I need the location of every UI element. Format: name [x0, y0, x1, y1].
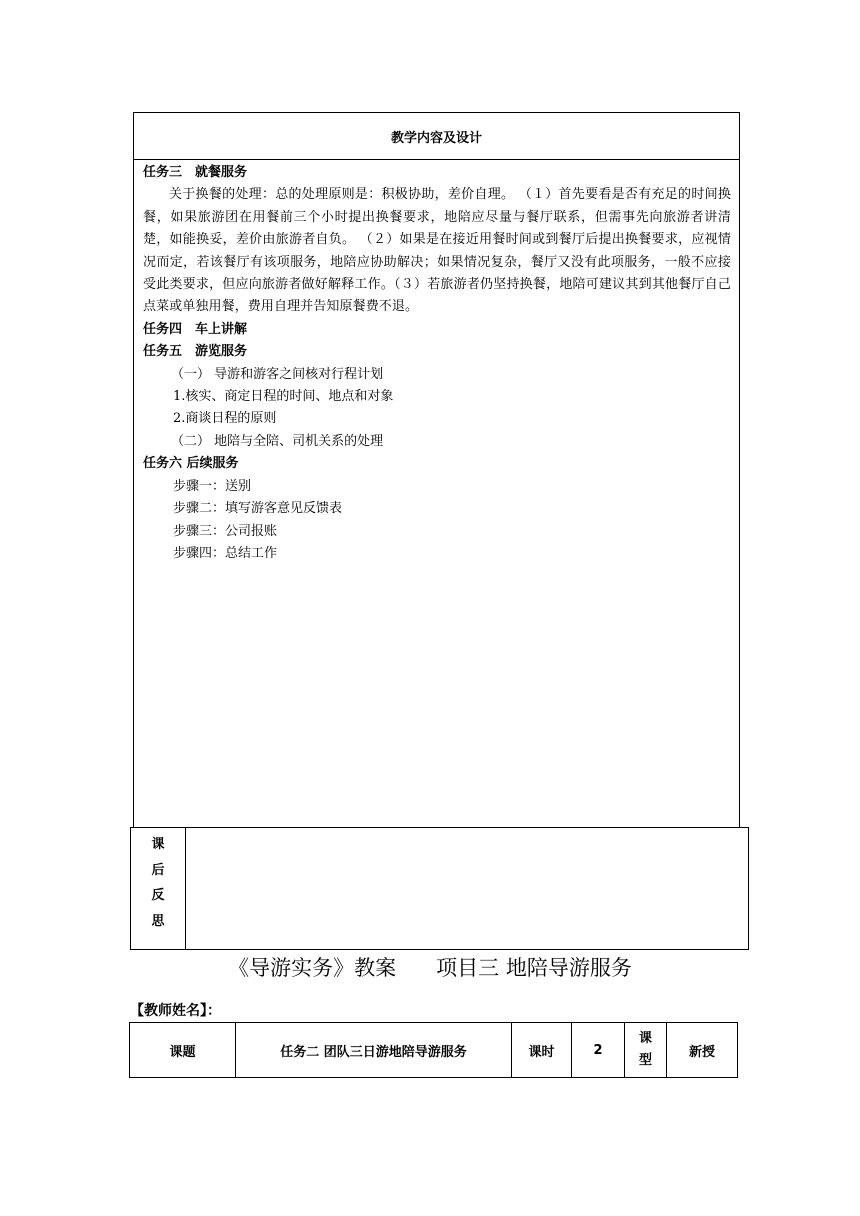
- teaching-content-section: [133, 112, 740, 828]
- task6-step-1: 步骤一：送别: [173, 478, 252, 494]
- reflection-section: [130, 827, 749, 950]
- reflection-char-3: 反: [151, 888, 165, 903]
- task6-title: 任务六 后续服务: [143, 456, 239, 472]
- section-content: [134, 160, 739, 565]
- task6-step-2: 步骤二：填写游客意见反馈表: [173, 501, 343, 517]
- type-value: 新授: [667, 1023, 738, 1078]
- task5-title: 任务五 游览服务: [143, 344, 248, 360]
- reflection-label: [131, 828, 186, 949]
- hours-label: 课时: [512, 1023, 572, 1078]
- type-label-1: 课: [638, 1031, 652, 1046]
- hours-value: 2: [572, 1023, 625, 1078]
- task6-step-4: 步骤四：总结工作: [173, 545, 278, 561]
- document-title: 《导游实务》教案 项目三 地陪导游服务: [228, 956, 632, 980]
- task5-item1: 1.核实、商定日程的时间、地点和对象: [173, 389, 394, 405]
- section-header: 教学内容及设计: [134, 113, 739, 160]
- task5-sub2: （二） 地陪与全陪、司机关系的处理: [171, 433, 384, 449]
- topic-label: 课题: [130, 1023, 236, 1078]
- reflection-char-1: 课: [151, 837, 165, 852]
- type-label: [625, 1023, 667, 1078]
- reflection-content[interactable]: [186, 828, 748, 949]
- task6-step-3: 步骤三：公司报账: [173, 523, 278, 539]
- type-label-2: 型: [638, 1053, 652, 1068]
- topic-value: 任务二 团队三日游地陪导游服务: [236, 1023, 512, 1078]
- task5-item2: 2.商谈日程的原则: [173, 411, 277, 427]
- reflection-char-2: 后: [151, 862, 165, 878]
- task3-paragraph: 关于换餐的处理：总的处理原则是：积极协助，差价自理。 （１）首先要看是否有充足的时间换餐，如果旅游团在用餐前三个小时提出换餐要求，地陪应尽量与餐厅联系，但需事先向旅游者讲清楚，如能换妥，差价由旅游者自负。 （２）如果是在接近用餐时间或到餐厅后提出换餐要求，应视情况而定，若该餐厅有该项服务，地陪应协助解决；如果情况复杂，餐厅又没有此项服务，一般不应接受此类要求，但应向旅游者做好解释工作。（３）若旅游者仍坚持换餐，地陪可建议其到其他餐厅自己点菜或单独用餐，费用自理并告知原餐费不退。: [143, 187, 731, 315]
- lesson-info-table: [129, 1022, 738, 1078]
- reflection-char-4: 思: [151, 913, 165, 929]
- task3-title: 任务三 就餐服务: [143, 165, 248, 180]
- teacher-name-label: 【教师姓名】：: [130, 1003, 221, 1019]
- task4-title: 任务四 车上讲解: [143, 321, 248, 337]
- task5-sub1: （一） 导游和游客之间核对行程计划: [171, 366, 384, 382]
